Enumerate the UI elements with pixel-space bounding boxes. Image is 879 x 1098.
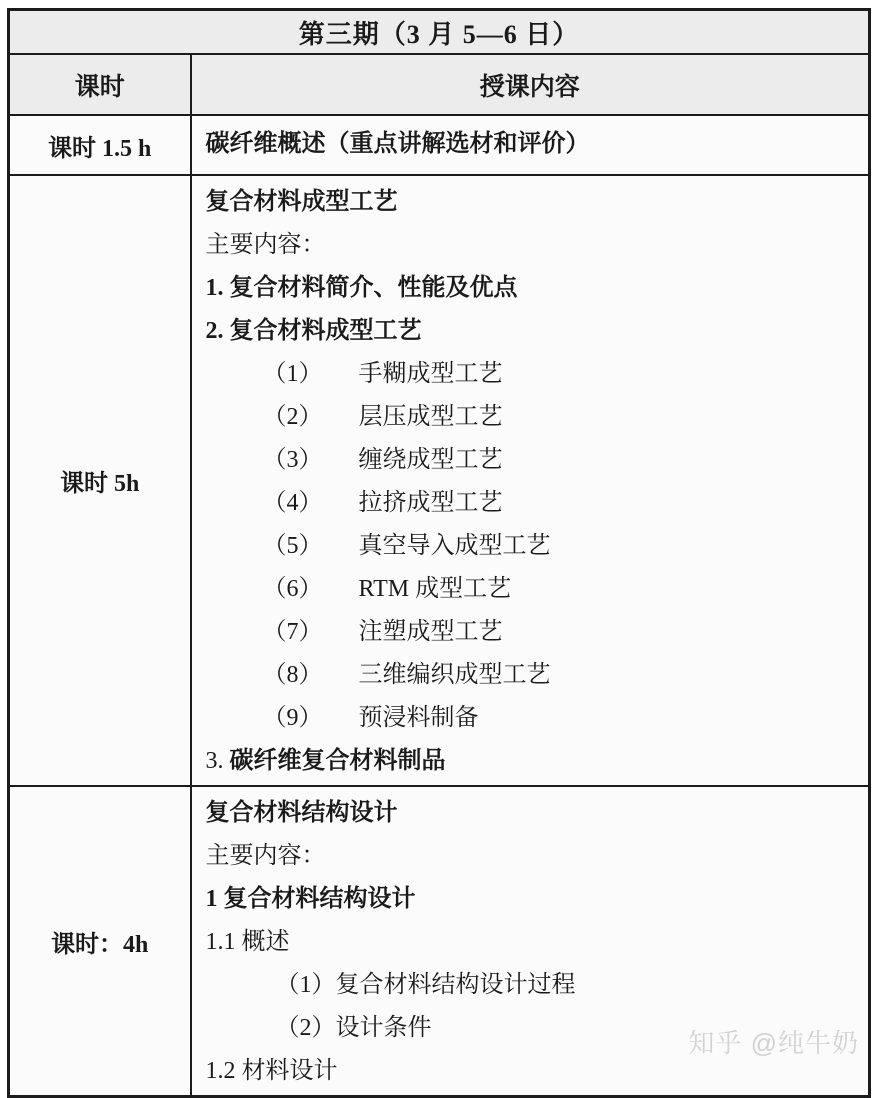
content-line (206, 353, 855, 396)
item-number: 3. (205, 748, 230, 774)
item-number: （5） (262, 533, 323, 559)
content-cell (191, 175, 870, 786)
item-number: （8） (262, 662, 323, 688)
item-text: 拉挤成型工艺 (358, 490, 503, 516)
item-text: RTM 成型工艺 (358, 576, 512, 602)
hours-cell: 课时 5h (9, 175, 191, 786)
content-line: （1）复合材料结构设计过程 (275, 972, 576, 998)
item-number: （9） (262, 705, 323, 731)
content-line: 碳纤维概述（重点讲解选材和评价） (205, 130, 590, 157)
content-line (206, 439, 855, 482)
session-title: 第三期（3 月 5—6 日） (9, 10, 870, 55)
content-line (206, 740, 855, 783)
item-number: （4） (262, 490, 323, 516)
item-text: 缠绕成型工艺 (358, 447, 503, 473)
content-line: 1. 复合材料简介、性能及优点 (205, 275, 518, 301)
content-line (206, 568, 855, 611)
column-header-hours: 课时 (9, 54, 191, 115)
content-line: （2）设计条件 (275, 1015, 432, 1041)
content-line (206, 611, 855, 654)
schedule-row (9, 175, 870, 786)
item-number: （7） (262, 619, 323, 645)
item-text: 真空导入成型工艺 (358, 533, 551, 559)
content-line (206, 396, 855, 439)
content-line (206, 654, 855, 697)
content-line: 复合材料结构设计 (205, 800, 398, 826)
item-text: 三维编织成型工艺 (358, 662, 551, 688)
hours-cell: 课时：4h (9, 786, 191, 1097)
schedule-table-body (9, 10, 870, 1097)
content-line (206, 697, 855, 740)
course-schedule-table (7, 8, 871, 1098)
item-text: 注塑成型工艺 (358, 619, 503, 645)
item-text: 预浸料制备 (358, 705, 479, 731)
zhihu-watermark: 知乎 @纯牛奶 (688, 1028, 859, 1058)
column-header-row (9, 54, 870, 115)
item-text: 层压成型工艺 (358, 404, 503, 430)
item-number: （6） (262, 576, 323, 602)
content-cell (191, 115, 870, 175)
hours-cell: 课时 1.5 h (9, 115, 191, 175)
item-text: 碳纤维复合材料制品 (229, 748, 446, 774)
item-number: （1） (262, 361, 323, 387)
content-line: 复合材料成型工艺 (205, 189, 398, 215)
schedule-row (9, 786, 870, 1097)
item-number: （2） (262, 404, 323, 430)
item-text: 手糊成型工艺 (358, 361, 503, 387)
content-cell (191, 786, 870, 1097)
content-line: 主要内容： (205, 232, 326, 258)
content-line: 主要内容： (205, 843, 326, 869)
schedule-row (9, 115, 870, 175)
content-line (206, 482, 855, 525)
content-line: 2. 复合材料成型工艺 (205, 318, 422, 344)
column-header-content: 授课内容 (191, 54, 870, 115)
content-line: 1 复合材料结构设计 (205, 886, 416, 912)
content-line: 1.2 材料设计 (205, 1058, 338, 1084)
content-line: 1.1 概述 (205, 929, 290, 955)
content-line (206, 525, 855, 568)
session-title-row (9, 10, 870, 55)
item-number: （3） (262, 447, 323, 473)
